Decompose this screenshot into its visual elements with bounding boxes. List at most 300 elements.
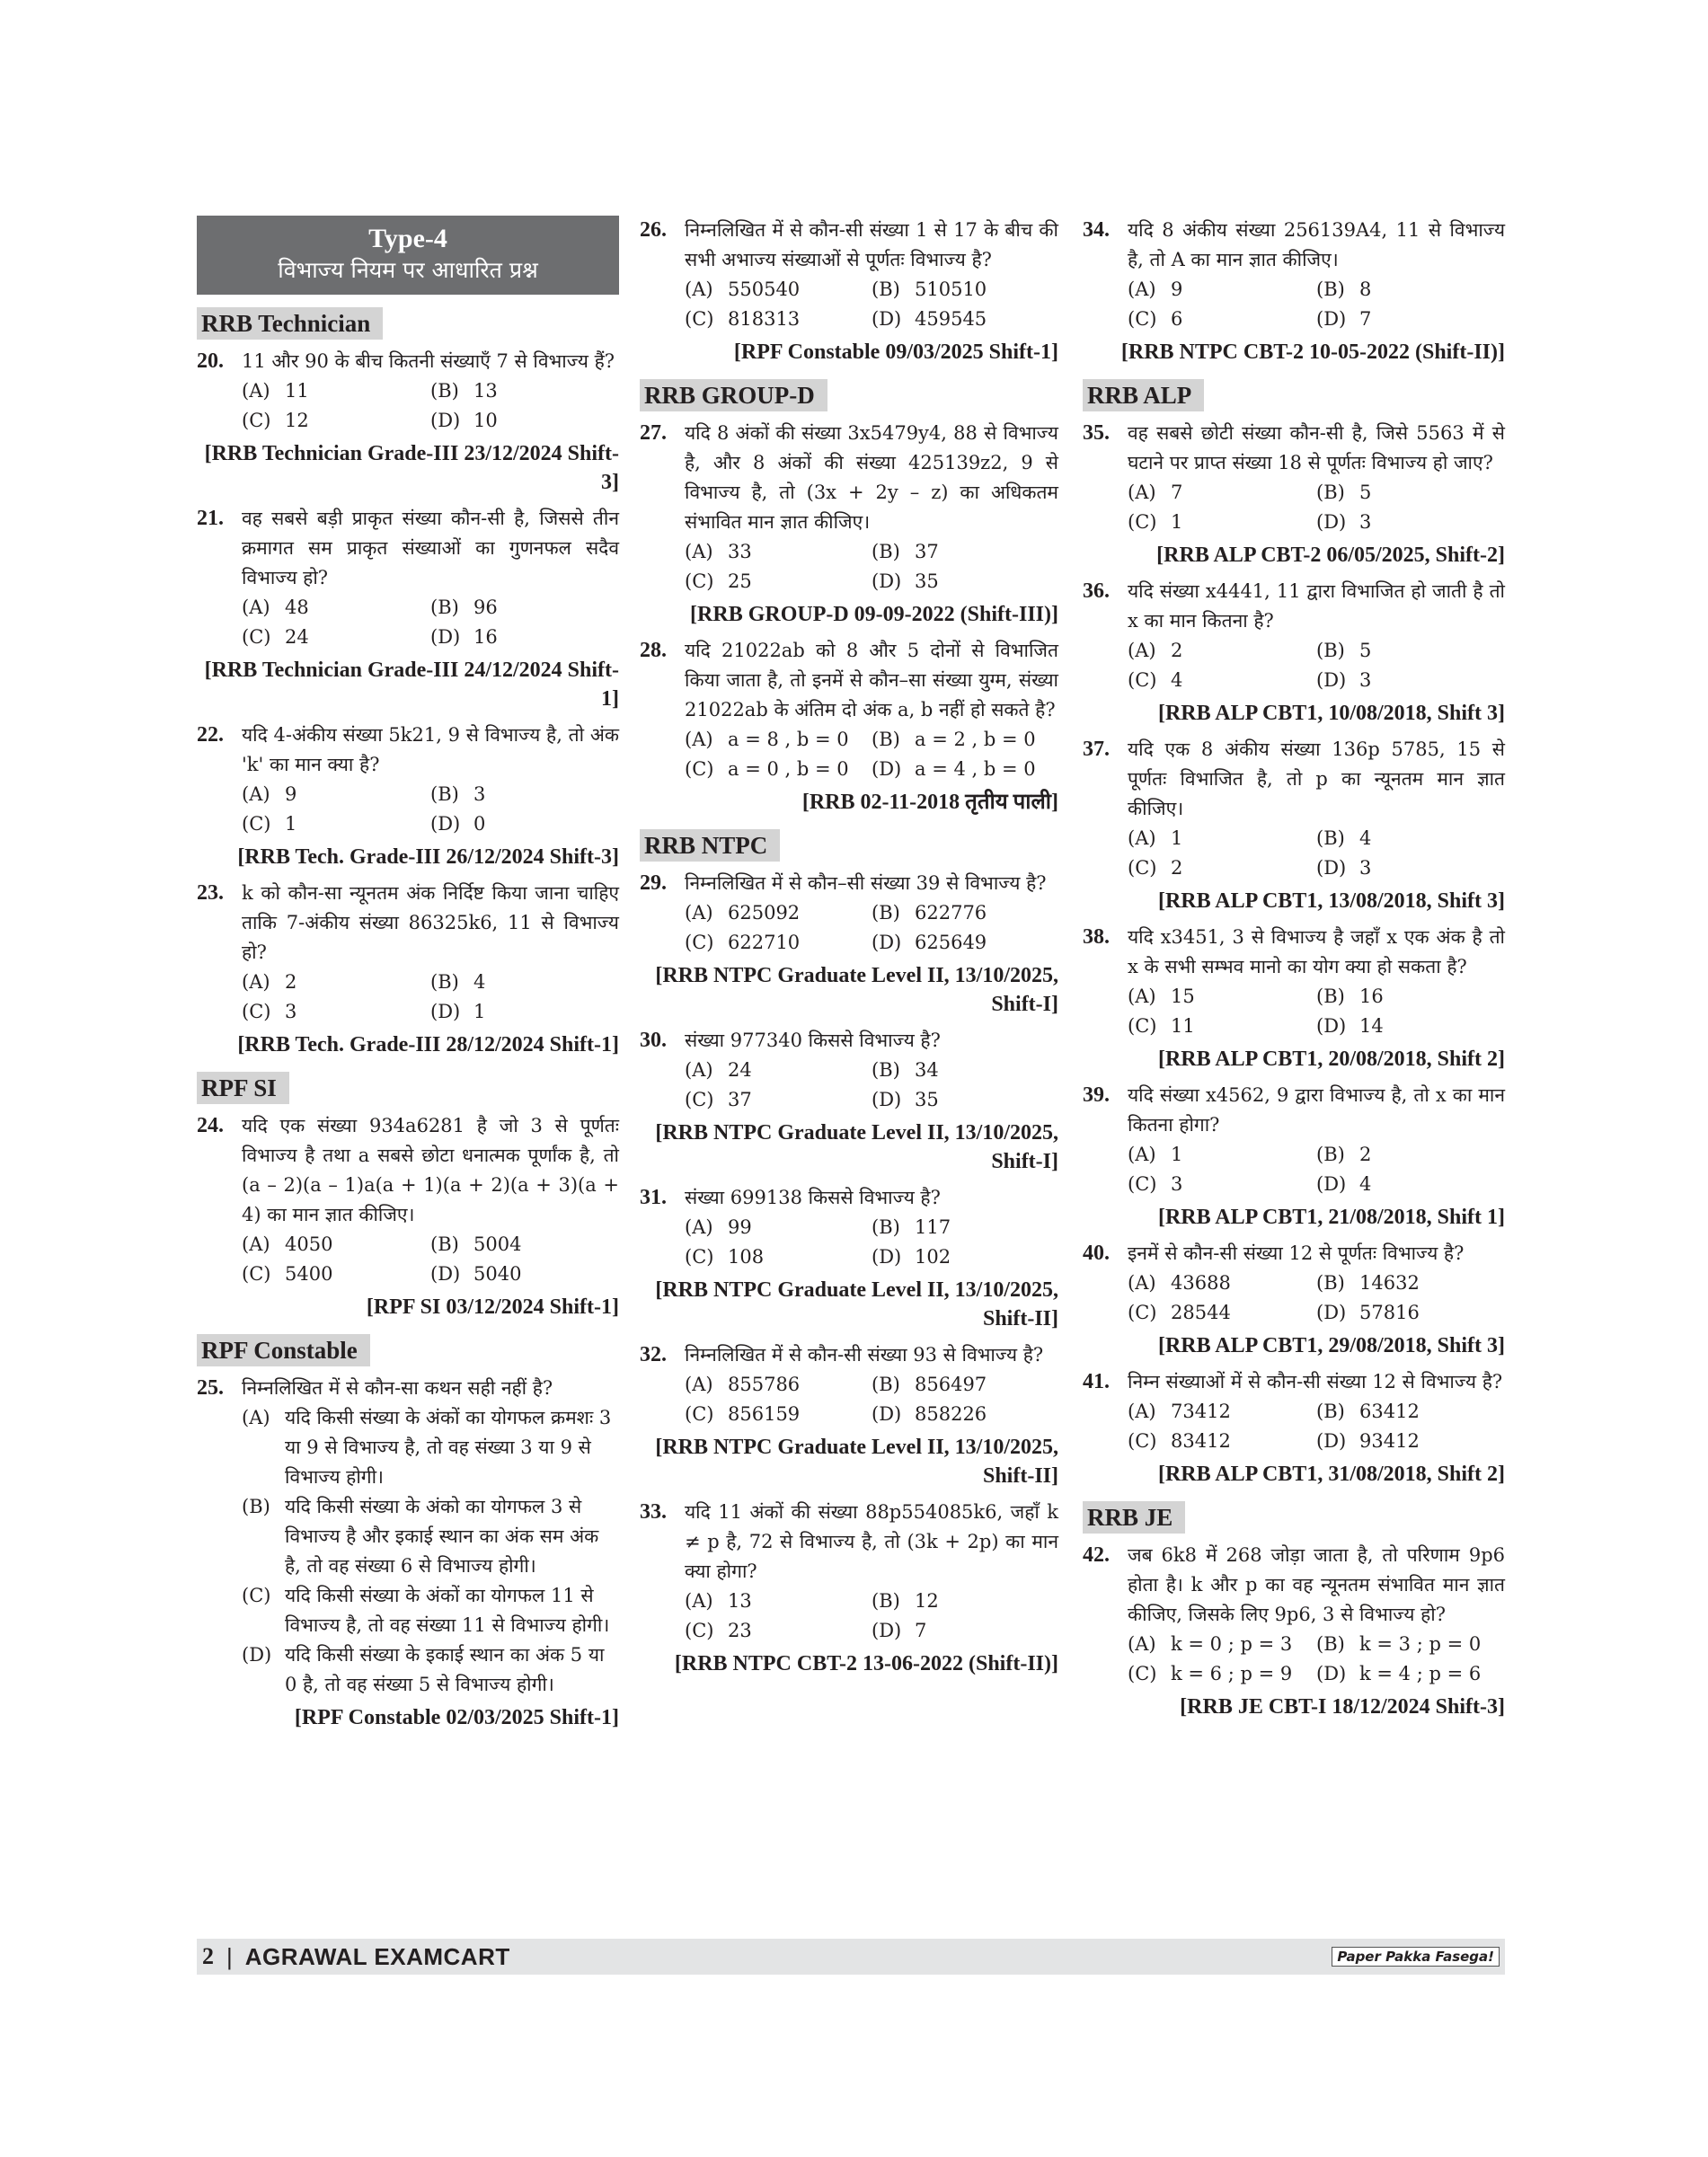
option-item bbox=[1316, 275, 1505, 305]
option-label: (B) bbox=[872, 1590, 900, 1612]
section-heading: RPF SI bbox=[197, 1072, 289, 1104]
option-item bbox=[872, 275, 1058, 305]
option-item bbox=[242, 1230, 430, 1260]
question-item bbox=[197, 347, 619, 436]
question-text: इनमें से कौन-सी संख्या 12 से पूर्णतः विभाज्य है? bbox=[1128, 1242, 1465, 1264]
question-number: 34. bbox=[1083, 218, 1110, 242]
option-item bbox=[1128, 1012, 1316, 1041]
option-item bbox=[1316, 636, 1505, 666]
exam-source: [RRB ALP CBT1, 20/08/2018, Shift 2] bbox=[1157, 1048, 1505, 1071]
exam-source: [RRB NTPC Graduate Level II, 13/10/2025, Shift-I] bbox=[655, 1121, 1058, 1173]
option-label: (C) bbox=[1128, 1663, 1157, 1684]
option-label: (A) bbox=[242, 1233, 270, 1255]
option-item bbox=[685, 725, 872, 755]
exam-source: [RRB NTPC Graduate Level II, 13/10/2025, Shift-I] bbox=[655, 964, 1058, 1016]
question-row bbox=[1083, 577, 1505, 636]
option-label: (A) bbox=[685, 1374, 713, 1395]
option-label: (C) bbox=[1128, 1302, 1157, 1323]
option-label: (A) bbox=[1128, 640, 1156, 661]
question-item bbox=[1083, 577, 1505, 695]
question-number: 21. bbox=[197, 507, 224, 530]
option-label: (B) bbox=[872, 1216, 900, 1238]
option-item bbox=[872, 1400, 1058, 1429]
option-item bbox=[1128, 666, 1316, 695]
option-label: (C) bbox=[1128, 1173, 1157, 1195]
option-text: 4 bbox=[1359, 1173, 1372, 1195]
section-heading: RRB JE bbox=[1083, 1501, 1185, 1534]
exam-source: [RRB ALP CBT1, 29/08/2018, Shift 3] bbox=[1157, 1334, 1505, 1357]
option-text: 24 bbox=[728, 1059, 752, 1081]
question-number: 42. bbox=[1083, 1543, 1110, 1567]
option-label: (D) bbox=[430, 626, 461, 648]
option-text: 108 bbox=[728, 1246, 765, 1268]
option-text: यदि किसी संख्या के अंकों का योगफल क्रमशः 3 या 9 से विभाज्य है, तो वह संख्या 3 या 9 से विभाज्य होगी। bbox=[285, 1407, 612, 1488]
option-item bbox=[242, 1492, 619, 1581]
option-item bbox=[685, 567, 872, 597]
question-item bbox=[197, 1111, 619, 1289]
option-label: (D) bbox=[1316, 857, 1347, 879]
question-number: 30. bbox=[640, 1029, 667, 1052]
question-row bbox=[640, 419, 1058, 537]
option-item bbox=[685, 755, 872, 784]
question-item bbox=[197, 720, 619, 839]
option-text: 2 bbox=[1359, 1144, 1372, 1165]
option-text: 43688 bbox=[1171, 1272, 1231, 1294]
question-text: यदि 4-अंकीय संख्या 5k21, 9 से विभाज्य है, तो अंक 'k' का मान क्या है? bbox=[242, 724, 619, 775]
option-item bbox=[1128, 1298, 1316, 1328]
option-label: (D) bbox=[430, 813, 461, 835]
option-text: 14 bbox=[1359, 1015, 1384, 1037]
question-row bbox=[640, 1498, 1058, 1587]
exam-source: [RRB 02-11-2018 तृतीय पाली] bbox=[801, 791, 1058, 814]
question-number: 27. bbox=[640, 421, 667, 445]
option-text: k = 4 ; p = 6 bbox=[1359, 1663, 1482, 1684]
option-label: (C) bbox=[1128, 669, 1157, 691]
options-grid bbox=[197, 968, 619, 1027]
question-item bbox=[197, 504, 619, 652]
option-item bbox=[1316, 1170, 1505, 1199]
option-label: (D) bbox=[872, 1089, 902, 1110]
option-text: 3 bbox=[1359, 511, 1372, 533]
option-label: (B) bbox=[430, 783, 459, 805]
option-item bbox=[1128, 982, 1316, 1012]
question-item bbox=[640, 1498, 1058, 1646]
question-row bbox=[640, 869, 1058, 898]
option-label: (B) bbox=[1316, 1144, 1345, 1165]
option-label: (D) bbox=[872, 932, 902, 953]
question-text: यदि 8 अंकों की संख्या 3x5479y4, 88 से विभाज्य है, और 8 अंकों की संख्या 425139z2, 9 से विभाज्य है, तो (3x + 2y – z) का अधिकतम संभावित मान ज्ञात कीजिए। bbox=[685, 422, 1058, 533]
option-item bbox=[430, 997, 619, 1027]
option-text: यदि किसी संख्या के अंको का योगफल 3 से विभाज्य है और इकाई स्थान का अंक सम अंक है, तो वह संख्या 6 से विभाज्य होगी। bbox=[285, 1496, 599, 1577]
question-item bbox=[197, 879, 619, 1027]
option-label: (C) bbox=[1128, 511, 1157, 533]
section-heading: RRB GROUP-D bbox=[640, 379, 827, 411]
option-text: 2 bbox=[1171, 857, 1183, 879]
page-number: 2 bbox=[202, 1943, 214, 1969]
option-item bbox=[685, 1370, 872, 1400]
option-text: 855786 bbox=[728, 1374, 801, 1395]
option-item bbox=[1128, 478, 1316, 508]
exam-source: [RRB ALP CBT1, 13/08/2018, Shift 3] bbox=[1157, 889, 1505, 913]
option-text: 4 bbox=[473, 971, 486, 993]
option-item bbox=[1316, 982, 1505, 1012]
option-text: 12 bbox=[285, 410, 309, 431]
question-row bbox=[197, 347, 619, 376]
option-text: 510510 bbox=[915, 278, 987, 300]
question-row bbox=[1083, 1367, 1505, 1397]
options-grid bbox=[197, 1230, 619, 1289]
option-label: (D) bbox=[1316, 1173, 1347, 1195]
question-row bbox=[1083, 1239, 1505, 1269]
question-text: निम्न संख्याओं में से कौन-सी संख्या 12 से विभाज्य है? bbox=[1128, 1371, 1503, 1392]
option-item bbox=[1316, 1298, 1505, 1328]
option-item bbox=[1128, 1659, 1316, 1689]
option-text: 7 bbox=[915, 1620, 927, 1641]
question-item bbox=[640, 1183, 1058, 1272]
section-heading: RRB Technician bbox=[197, 307, 383, 340]
option-text: 4050 bbox=[285, 1233, 333, 1255]
option-text: 33 bbox=[728, 541, 752, 562]
option-text: यदि किसी संख्या के इकाई स्थान का अंक 5 या 0 है, तो वह संख्या 5 से विभाज्य होगी। bbox=[285, 1644, 605, 1695]
option-item bbox=[1128, 305, 1316, 334]
option-text: 0 bbox=[473, 813, 486, 835]
option-text: a = 2 , b = 0 bbox=[915, 729, 1036, 750]
option-item bbox=[242, 623, 430, 652]
options-grid bbox=[640, 1587, 1058, 1646]
option-text: 5 bbox=[1359, 640, 1372, 661]
option-label: (C) bbox=[685, 1089, 714, 1110]
option-text: 3 bbox=[1359, 857, 1372, 879]
options-grid bbox=[1083, 1140, 1505, 1199]
question-row bbox=[1083, 419, 1505, 478]
question-item bbox=[1083, 419, 1505, 537]
option-item bbox=[1128, 1170, 1316, 1199]
exam-source: [RRB NTPC Graduate Level II, 13/10/2025, Shift-II] bbox=[655, 1278, 1058, 1330]
question-row bbox=[197, 720, 619, 780]
option-item bbox=[430, 376, 619, 406]
option-text: 459545 bbox=[915, 308, 987, 330]
option-label: (C) bbox=[685, 570, 714, 592]
options-grid bbox=[197, 1403, 619, 1700]
options-grid bbox=[1083, 1397, 1505, 1456]
option-item bbox=[872, 1056, 1058, 1085]
exam-source: [RRB GROUP-D 09-09-2022 (Shift-III)] bbox=[690, 603, 1058, 626]
question-text: जब 6k8 में 268 जोड़ा जाता है, तो परिणाम 9p6 होता है। k और p का वह न्यूनतम संभावित मान ज्ञात कीजिए, जिसके लिए 9p6, 3 से विभाज्य हो? bbox=[1128, 1544, 1505, 1625]
exam-source: [RRB NTPC Graduate Level II, 13/10/2025, Shift-II] bbox=[655, 1436, 1058, 1488]
option-text: 13 bbox=[728, 1590, 752, 1612]
option-label: (A) bbox=[1128, 278, 1156, 300]
option-item bbox=[685, 1242, 872, 1272]
option-label: (A) bbox=[1128, 1144, 1156, 1165]
question-item bbox=[640, 1340, 1058, 1429]
question-item bbox=[1083, 1239, 1505, 1328]
option-item bbox=[872, 898, 1058, 928]
option-text: a = 8 , b = 0 bbox=[728, 729, 849, 750]
option-text: 93412 bbox=[1359, 1430, 1420, 1452]
option-label: (D) bbox=[242, 1644, 272, 1666]
option-label: (A) bbox=[685, 1590, 713, 1612]
option-label: (A) bbox=[1128, 986, 1156, 1007]
option-text: 10 bbox=[473, 410, 498, 431]
exam-source: [RRB ALP CBT1, 10/08/2018, Shift 3] bbox=[1157, 702, 1505, 725]
section-heading: RPF Constable bbox=[197, 1334, 370, 1366]
exam-source: [RRB ALP CBT1, 21/08/2018, Shift 1] bbox=[1157, 1206, 1505, 1229]
option-label: (B) bbox=[1316, 1401, 1345, 1422]
option-label: (C) bbox=[685, 1246, 714, 1268]
option-text: 3 bbox=[285, 1001, 297, 1022]
option-label: (D) bbox=[1316, 511, 1347, 533]
options-grid bbox=[197, 593, 619, 652]
exam-source: [RRB NTPC CBT-2 10-05-2022 (Shift-II)] bbox=[1120, 340, 1505, 364]
option-item bbox=[1316, 1269, 1505, 1298]
exam-source: [RRB Technician Grade-III 24/12/2024 Shift-1] bbox=[204, 659, 619, 711]
option-item bbox=[1128, 275, 1316, 305]
option-item bbox=[1128, 508, 1316, 537]
option-item bbox=[1128, 1397, 1316, 1427]
options-grid bbox=[1083, 1269, 1505, 1328]
option-text: 48 bbox=[285, 597, 309, 618]
option-label: (C) bbox=[685, 1620, 714, 1641]
option-text: a = 4 , b = 0 bbox=[915, 758, 1036, 780]
option-text: 5040 bbox=[473, 1263, 522, 1285]
exam-source: [RRB Tech. Grade-III 26/12/2024 Shift-3] bbox=[237, 845, 619, 869]
option-text: 9 bbox=[285, 783, 297, 805]
option-text: 11 bbox=[285, 380, 309, 402]
option-item bbox=[1128, 1140, 1316, 1170]
question-row bbox=[197, 1111, 619, 1230]
option-text: 5 bbox=[1359, 482, 1372, 503]
question-text: निम्नलिखित में से कौन–सी संख्या 39 से विभाज्य है? bbox=[685, 872, 1047, 894]
column-middle bbox=[640, 216, 1058, 1685]
question-number: 20. bbox=[197, 349, 224, 373]
option-label: (D) bbox=[1316, 669, 1347, 691]
option-label: (C) bbox=[242, 626, 271, 648]
question-row bbox=[1083, 923, 1505, 982]
option-text: 7 bbox=[1171, 482, 1183, 503]
option-item bbox=[242, 1640, 619, 1700]
option-text: k = 6 ; p = 9 bbox=[1171, 1663, 1293, 1684]
option-item bbox=[872, 928, 1058, 958]
question-text: वह सबसे छोटी संख्या कौन-सी है, जिसे 5563 में से घटाने पर प्राप्त संख्या 18 से पूर्णतः विभाज्य हो जाए? bbox=[1128, 422, 1505, 473]
option-label: (D) bbox=[430, 1001, 461, 1022]
options-grid bbox=[640, 1370, 1058, 1429]
question-text: 11 और 90 के बीच कितनी संख्याएँ 7 से विभाज्य हैं? bbox=[242, 350, 615, 372]
option-item bbox=[872, 1085, 1058, 1115]
options-grid bbox=[640, 1056, 1058, 1115]
option-text: 57816 bbox=[1359, 1302, 1420, 1323]
question-number: 22. bbox=[197, 723, 224, 747]
option-item bbox=[1316, 508, 1505, 537]
option-label: (B) bbox=[1316, 482, 1345, 503]
options-grid bbox=[640, 898, 1058, 958]
exam-source: [RPF SI 03/12/2024 Shift-1] bbox=[366, 1295, 619, 1319]
option-text: 73412 bbox=[1171, 1401, 1231, 1422]
option-label: (B) bbox=[872, 902, 900, 924]
option-text: 1 bbox=[1171, 511, 1183, 533]
option-label: (C) bbox=[685, 1403, 714, 1425]
question-row bbox=[197, 879, 619, 968]
option-item bbox=[685, 1400, 872, 1429]
exam-source: [RRB ALP CBT-2 06/05/2025, Shift-2] bbox=[1156, 544, 1505, 567]
option-item bbox=[685, 305, 872, 334]
option-label: (A) bbox=[685, 1216, 713, 1238]
option-text: 34 bbox=[915, 1059, 939, 1081]
options-grid bbox=[197, 376, 619, 436]
option-label: (A) bbox=[1128, 482, 1156, 503]
option-label: (A) bbox=[685, 278, 713, 300]
option-text: 23 bbox=[728, 1620, 752, 1641]
options-grid bbox=[640, 537, 1058, 597]
option-text: 37 bbox=[915, 541, 939, 562]
option-item bbox=[430, 809, 619, 839]
question-number: 29. bbox=[640, 871, 667, 895]
option-label: (C) bbox=[1128, 1430, 1157, 1452]
option-label: (C) bbox=[685, 932, 714, 953]
options-grid bbox=[1083, 1630, 1505, 1689]
question-number: 38. bbox=[1083, 925, 1110, 949]
option-label: (D) bbox=[1316, 1663, 1347, 1684]
option-text: 35 bbox=[915, 570, 939, 592]
option-label: (B) bbox=[1316, 986, 1345, 1007]
option-item bbox=[1128, 1427, 1316, 1456]
option-label: (C) bbox=[242, 813, 271, 835]
options-grid bbox=[640, 275, 1058, 334]
option-text: 14632 bbox=[1359, 1272, 1420, 1294]
question-text: यदि एक 8 अंकीय संख्या 136p 5785, 15 से पूर्णतः विभाजित है, तो p का न्यूनतम मान ज्ञात कीजिए। bbox=[1128, 738, 1505, 819]
option-item bbox=[242, 1403, 619, 1492]
option-item bbox=[872, 537, 1058, 567]
question-item bbox=[1083, 735, 1505, 883]
option-item bbox=[1316, 1659, 1505, 1689]
option-label: (A) bbox=[242, 1407, 270, 1428]
option-text: 856159 bbox=[728, 1403, 801, 1425]
brand-logo: AGRAWAL EXAMCART bbox=[244, 1942, 510, 1970]
option-item bbox=[1316, 824, 1505, 853]
option-label: (A) bbox=[242, 380, 270, 402]
option-item bbox=[242, 1260, 430, 1289]
option-item bbox=[685, 275, 872, 305]
option-label: (B) bbox=[430, 380, 459, 402]
option-label: (B) bbox=[1316, 1272, 1345, 1294]
question-number: 35. bbox=[1083, 421, 1110, 445]
option-text: 8 bbox=[1359, 278, 1372, 300]
question-item bbox=[1083, 216, 1505, 334]
question-text: यदि 8 अंकीय संख्या 256139A4, 11 से विभाज्य है, तो A का मान ज्ञात कीजिए। bbox=[1128, 219, 1505, 270]
option-item bbox=[685, 1085, 872, 1115]
option-item bbox=[1128, 824, 1316, 853]
option-label: (A) bbox=[1128, 1633, 1156, 1655]
question-number: 33. bbox=[640, 1500, 667, 1524]
options-grid bbox=[1083, 478, 1505, 537]
option-label: (D) bbox=[1316, 1302, 1347, 1323]
option-label: (A) bbox=[242, 597, 270, 618]
option-item bbox=[1128, 1630, 1316, 1659]
option-text: 25 bbox=[728, 570, 752, 592]
section-heading: RRB ALP bbox=[1083, 379, 1204, 411]
option-text: 117 bbox=[915, 1216, 951, 1238]
tagline-badge: Paper Pakka Fasega! bbox=[1332, 1947, 1500, 1967]
option-item bbox=[1316, 853, 1505, 883]
option-label: (C) bbox=[1128, 857, 1157, 879]
option-text: 5004 bbox=[473, 1233, 522, 1255]
option-label: (D) bbox=[872, 570, 902, 592]
question-row bbox=[197, 504, 619, 593]
option-text: 1 bbox=[473, 1001, 486, 1022]
question-text: k को कौन-सा न्यूनतम अंक निर्दिष्ट किया जाना चाहिए ताकि 7-अंकीय संख्या 86325k6, 11 से विभाज्य हो? bbox=[242, 882, 619, 963]
option-item bbox=[242, 997, 430, 1027]
option-label: (A) bbox=[685, 1059, 713, 1081]
option-text: 1 bbox=[285, 813, 297, 835]
option-item bbox=[1316, 1397, 1505, 1427]
exam-source: [RRB NTPC CBT-2 13-06-2022 (Shift-II)] bbox=[674, 1652, 1058, 1675]
option-text: k = 3 ; p = 0 bbox=[1359, 1633, 1482, 1655]
option-text: 4 bbox=[1359, 827, 1372, 849]
options-grid bbox=[1083, 275, 1505, 334]
option-item bbox=[242, 780, 430, 809]
footer-separator: | bbox=[226, 1942, 233, 1970]
question-row bbox=[640, 1183, 1058, 1213]
question-number: 32. bbox=[640, 1343, 667, 1366]
question-row bbox=[640, 1340, 1058, 1370]
option-text: 6 bbox=[1171, 308, 1183, 330]
options-grid bbox=[197, 780, 619, 839]
option-label: (C) bbox=[1128, 1015, 1157, 1037]
column-left bbox=[197, 216, 619, 1739]
option-item bbox=[872, 1242, 1058, 1272]
question-number: 25. bbox=[197, 1376, 224, 1400]
exam-source: [RRB ALP CBT1, 31/08/2018, Shift 2] bbox=[1157, 1463, 1505, 1486]
question-number: 37. bbox=[1083, 738, 1110, 761]
option-item bbox=[430, 1260, 619, 1289]
option-item bbox=[685, 1213, 872, 1242]
question-text: संख्या 699138 किससे विभाज्य है? bbox=[685, 1187, 941, 1208]
question-row bbox=[1083, 735, 1505, 824]
option-text: 83412 bbox=[1171, 1430, 1231, 1452]
option-label: (D) bbox=[430, 410, 461, 431]
options-grid bbox=[1083, 636, 1505, 695]
option-item bbox=[242, 376, 430, 406]
option-label: (D) bbox=[872, 308, 902, 330]
question-row bbox=[640, 216, 1058, 275]
option-item bbox=[242, 809, 430, 839]
option-text: 2 bbox=[1171, 640, 1183, 661]
option-text: a = 0 , b = 0 bbox=[728, 758, 849, 780]
option-text: 99 bbox=[728, 1216, 752, 1238]
option-item bbox=[1316, 1140, 1505, 1170]
option-text: यदि किसी संख्या के अंकों का योगफल 11 से विभाज्य है, तो वह संख्या 11 से विभाज्य होगी। bbox=[285, 1585, 610, 1636]
option-text: 856497 bbox=[915, 1374, 987, 1395]
option-item bbox=[430, 1230, 619, 1260]
option-label: (C) bbox=[242, 410, 271, 431]
option-item bbox=[242, 593, 430, 623]
option-label: (B) bbox=[1316, 640, 1345, 661]
option-label: (D) bbox=[872, 1403, 902, 1425]
option-text: 1 bbox=[1171, 1144, 1183, 1165]
option-label: (B) bbox=[242, 1496, 270, 1517]
option-text: 63412 bbox=[1359, 1401, 1420, 1422]
question-row bbox=[1083, 1541, 1505, 1630]
section-heading: RRB NTPC bbox=[640, 829, 780, 862]
option-text: 16 bbox=[1359, 986, 1384, 1007]
option-label: (B) bbox=[430, 1233, 459, 1255]
option-label: (D) bbox=[872, 758, 902, 780]
option-text: 28544 bbox=[1171, 1302, 1231, 1323]
option-label: (C) bbox=[685, 758, 714, 780]
question-text: यदि x3451, 3 से विभाज्य है जहाँ x एक अंक है तो x के सभी सम्भव मानो का योग क्या हो सकता है? bbox=[1128, 926, 1505, 977]
option-text: 7 bbox=[1359, 308, 1372, 330]
option-label: (C) bbox=[242, 1263, 271, 1285]
option-label: (D) bbox=[1316, 1015, 1347, 1037]
